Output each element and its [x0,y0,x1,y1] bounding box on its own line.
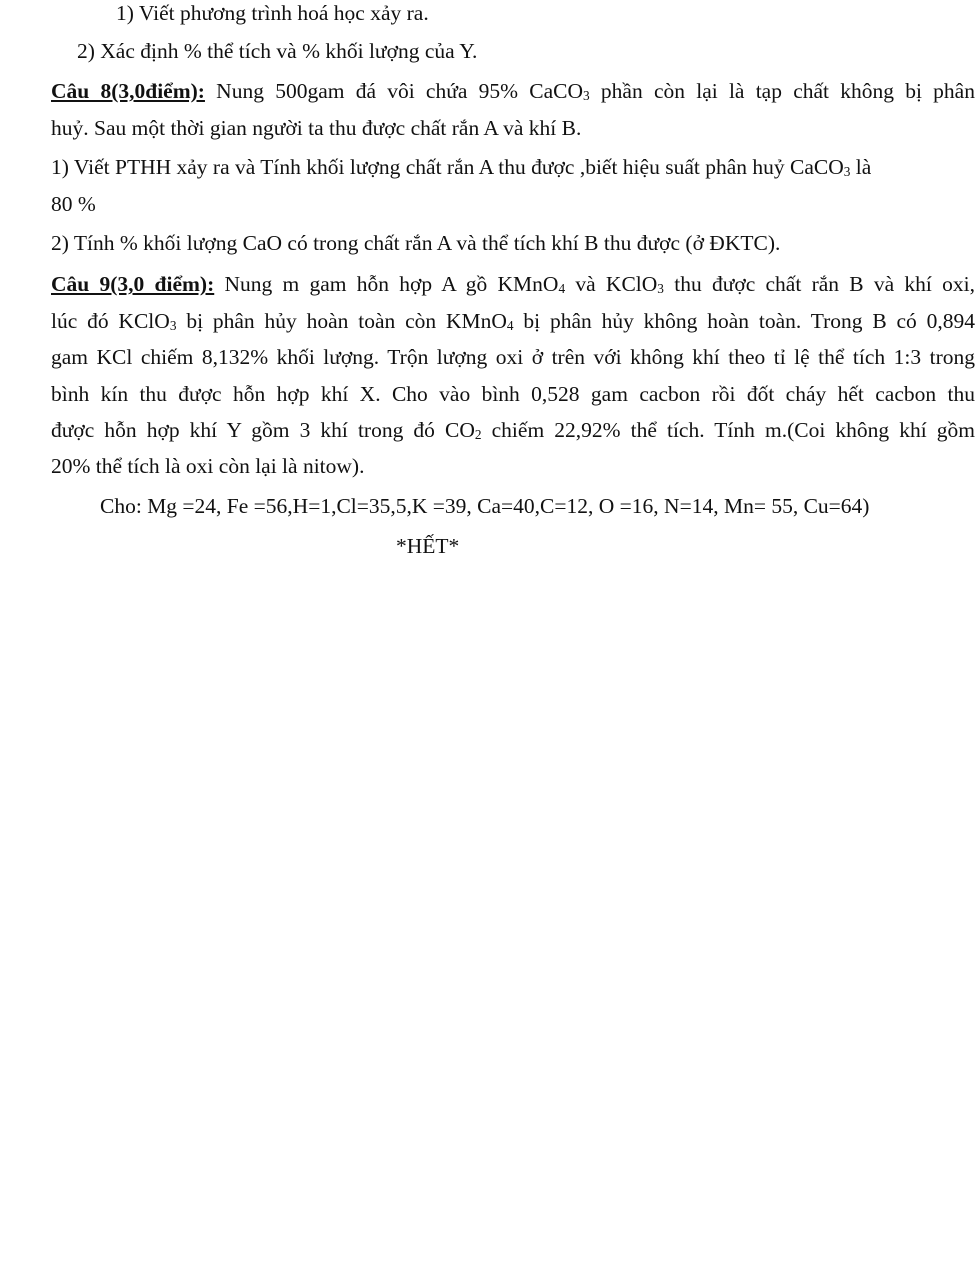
cau8-item-1-text: 1) Viết PTHH xảy ra và Tính khối lượng chất rắn A thu được ,biết hiệu suất phân huỷ CaCO [51,155,844,179]
cau9-text: lúc đó KClO [51,309,170,333]
cau8-item-1-continued: 80 % [51,192,96,216]
cau9-line-1 [51,271,975,297]
cau9-line-4: bình kín thu được hỗn hợp khí X. Cho vào bình 0,528 gam cacbon rồi đốt cháy hết cacbon thu [51,382,975,406]
subscript: 3 [657,280,664,296]
cau9-text: được hỗn hợp khí Y gồm 3 khí trong đó CO [51,418,475,442]
cau9-text: Nung m gam hỗn hợp A gồ KMnO [214,272,559,296]
cau8-item-1-text: là [850,155,872,179]
cau8-line-2: huỷ. Sau một thời gian người ta thu được chất rắn A và khí B. [51,116,582,140]
subscript: 4 [558,280,566,296]
cau9-heading: Câu 9(3,0 điểm): [51,272,215,296]
cau8-item-1 [51,154,871,180]
cau9-line-2 [51,308,975,334]
cau9-line-6: 20% thể tích là oxi còn lại là nitow). [51,454,365,478]
prev-question-item-2: 2) Xác định % thể tích và % khối lượng của Y. [77,39,478,63]
cau8-line-1 [51,78,975,104]
cau9-text: thu được chất rắn B và khí oxi, [663,272,975,296]
subscript: 4 [506,317,514,333]
cau9-text: bị phân hủy hoàn toàn còn KMnO [176,309,507,333]
cau9-text: và KClO [565,272,658,296]
subscript: 3 [583,87,590,103]
cau8-text: Nung 500gam đá vôi chứa 95% CaCO [204,79,584,103]
atomic-masses-note: Cho: Mg =24, Fe =56,H=1,Cl=35,5,K =39, Ca=40,C=12, O =16, N=14, Mn= 55, Cu=64) [100,494,870,518]
cau9-text: chiếm 22,92% thể tích. Tính m.(Coi không khí gồm [481,418,975,442]
cau9-line-5 [51,417,975,443]
subscript: 2 [474,426,482,442]
subscript: 3 [169,317,177,333]
prev-question-item-1: 1) Viết phương trình hoá học xảy ra. [116,1,429,25]
cau8-heading: Câu 8(3,0điểm): [51,79,205,103]
cau8-text: phần còn lại là tạp chất không bị phân [589,79,975,103]
subscript: 3 [843,163,851,179]
cau9-line-3: gam KCl chiếm 8,132% khối lượng. Trộn lượng oxi ở trên với không khí theo tỉ lệ thể tích 1:3 trong [51,345,975,369]
cau8-item-2: 2) Tính % khối lượng CaO có trong chất rắn A và thể tích khí B thu được (ở ĐKTC). [51,231,781,255]
end-mark: *HẾT* [396,534,460,558]
cau9-text: bị phân hủy không hoàn toàn. Trong B có 0,894 [513,309,976,333]
